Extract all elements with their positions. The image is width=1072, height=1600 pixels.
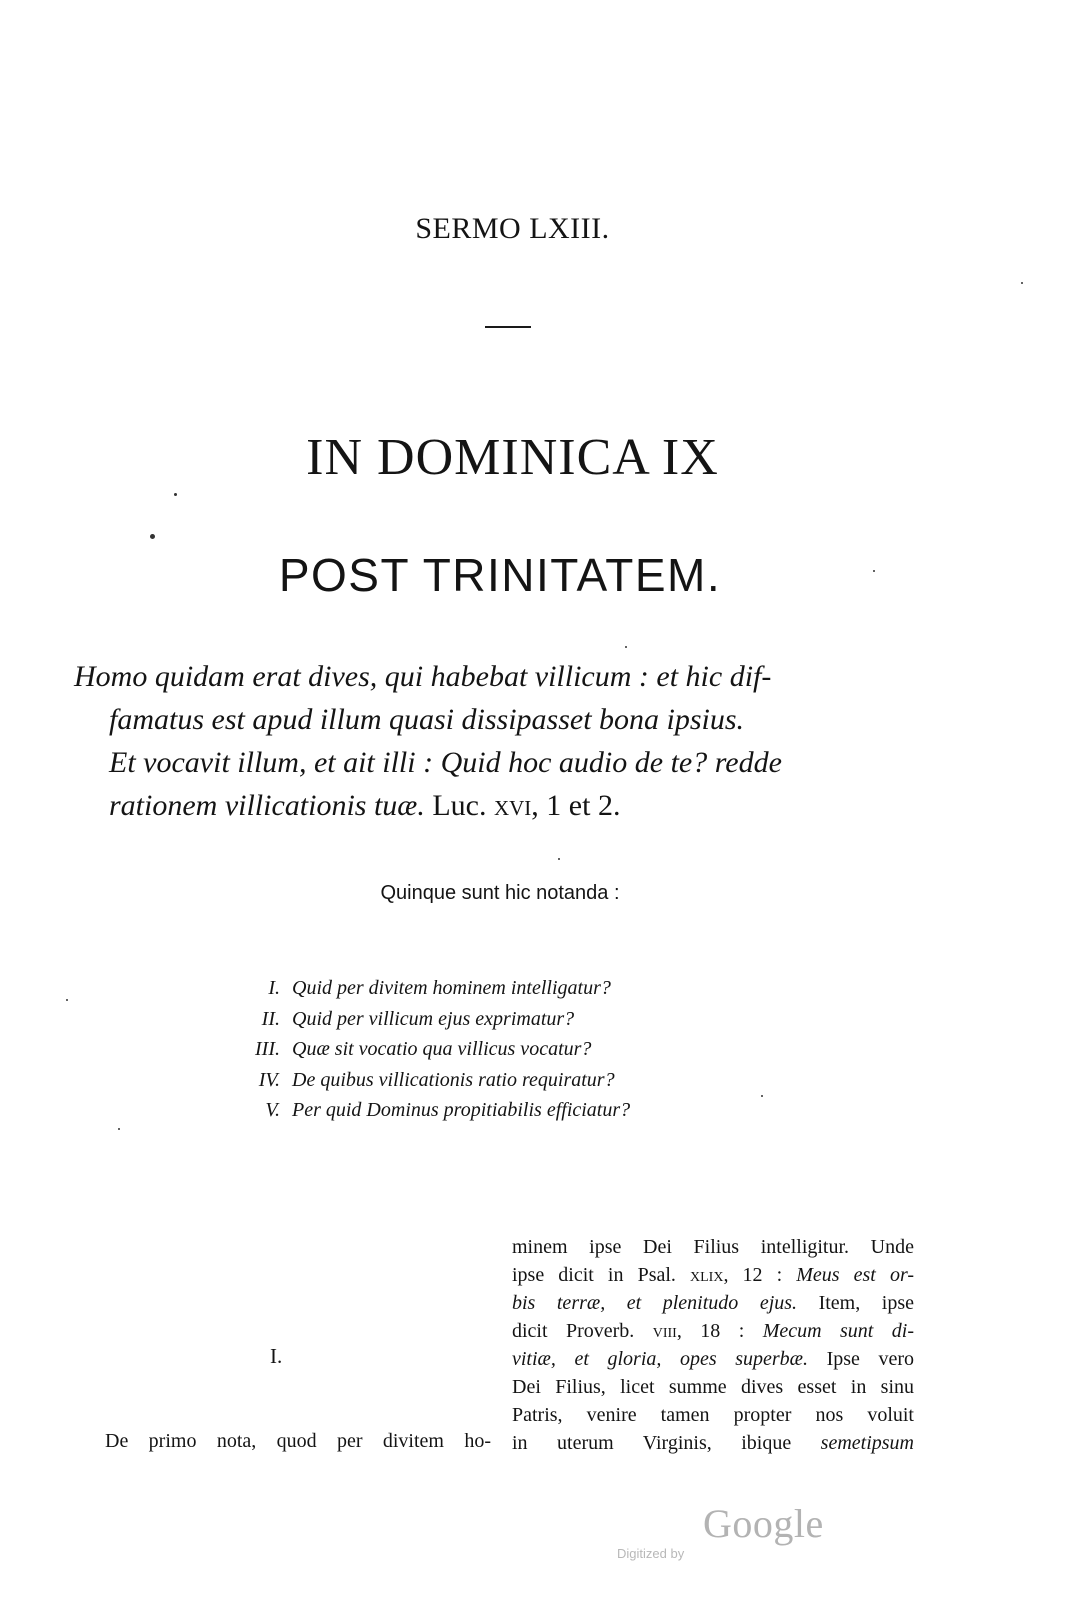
google-logo: Google (703, 1501, 824, 1546)
question-text: Per quid Dominus propitiabilis efficiatur? (292, 1099, 631, 1121)
body-line: Dei Filius, licet summe dives esset in sinu (512, 1376, 914, 1398)
body-line (512, 1317, 914, 1345)
scripture-epigraph (74, 655, 934, 827)
scan-speck (150, 534, 155, 539)
epigraph-line-3: Et vocavit illum, et ait illi : Quid hoc audio de te? redde (109, 746, 782, 779)
reference-verses: , 1 et 2. (531, 789, 621, 822)
question-number: V. (265, 1099, 280, 1121)
points-intro: Quinque sunt hic notanda : (380, 882, 620, 904)
quotation: vitiæ, et gloria, opes superbæ. (512, 1348, 808, 1370)
right-column-text (512, 1233, 914, 1457)
question-item (245, 973, 805, 1004)
question-number: I. (268, 977, 280, 999)
question-item (245, 1065, 805, 1096)
section-number: I. (270, 1344, 283, 1368)
scan-speck (174, 493, 177, 496)
question-text: Quid per divitem hominem intelligatur? (292, 977, 611, 999)
psalm-number: xlix (690, 1264, 724, 1286)
quotation: Meus est or- (796, 1264, 914, 1286)
body-line (512, 1261, 914, 1289)
body-text: Ipse vero (807, 1348, 914, 1370)
reference-book: Luc. (432, 789, 487, 822)
body-line (512, 1429, 914, 1457)
body-line: Patris, venire tamen propter nos voluit (512, 1404, 914, 1426)
epigraph-line-4 (74, 784, 934, 827)
question-text: Quæ sit vocatio qua villicus vocatur? (292, 1038, 592, 1060)
epigraph-line-4-text: rationem villicationis tuæ. (109, 789, 425, 822)
scan-speck (761, 1095, 763, 1097)
reference-chapter: xvi (493, 789, 532, 822)
digitized-by-label: Digitized by (617, 1546, 685, 1561)
question-text: Quid per villicum ejus exprimatur? (292, 1007, 575, 1030)
scan-speck (558, 858, 560, 860)
body-text: , 12 : (723, 1264, 797, 1286)
scan-speck (873, 570, 875, 572)
scan-speck (118, 1128, 120, 1130)
questions-list (245, 973, 805, 1126)
body-text: in uterum Virginis, ibique (512, 1432, 821, 1454)
quotation: semetipsum (820, 1432, 914, 1454)
scan-speck (66, 999, 68, 1001)
quotation: Mecum sunt di- (762, 1320, 914, 1342)
quotation: bis terræ, et plenitudo ejus. (512, 1292, 798, 1314)
body-text: dicit Proverb. (512, 1320, 653, 1342)
body-line: minem ipse Dei Filius intelligitur. Unde (512, 1236, 914, 1258)
title-line-1: IN DOMINICA IX (306, 429, 719, 486)
body-text: , 18 : (676, 1320, 763, 1342)
question-item (245, 1095, 805, 1126)
heading-divider (485, 326, 531, 328)
body-line (512, 1289, 914, 1317)
scan-speck (1021, 282, 1023, 284)
question-item (245, 1004, 805, 1035)
body-text: ipse dicit in Psal. (512, 1264, 690, 1286)
question-text: De quibus villicationis ratio requiratur? (292, 1068, 615, 1091)
sermon-number-heading: SERMO LXIII. (415, 212, 610, 245)
scan-speck (625, 646, 627, 648)
title-line-2: POST TRINITATEM. (278, 549, 722, 601)
question-item (245, 1034, 805, 1065)
proverbs-chapter: viii (652, 1320, 677, 1342)
question-number: II. (261, 1007, 280, 1030)
question-number: IV. (258, 1068, 280, 1091)
body-text: Item, ipse (797, 1292, 914, 1314)
question-number: III. (255, 1038, 280, 1060)
left-column-text: De primo nota, quod per divitem ho- (105, 1430, 491, 1452)
epigraph-line-2: famatus est apud illum quasi dissipasset bona ipsius. (109, 703, 745, 736)
body-line (512, 1345, 914, 1373)
epigraph-line-1: Homo quidam erat dives, qui habebat villicum : et hic dif- (74, 660, 772, 693)
scripture-reference (432, 789, 620, 822)
